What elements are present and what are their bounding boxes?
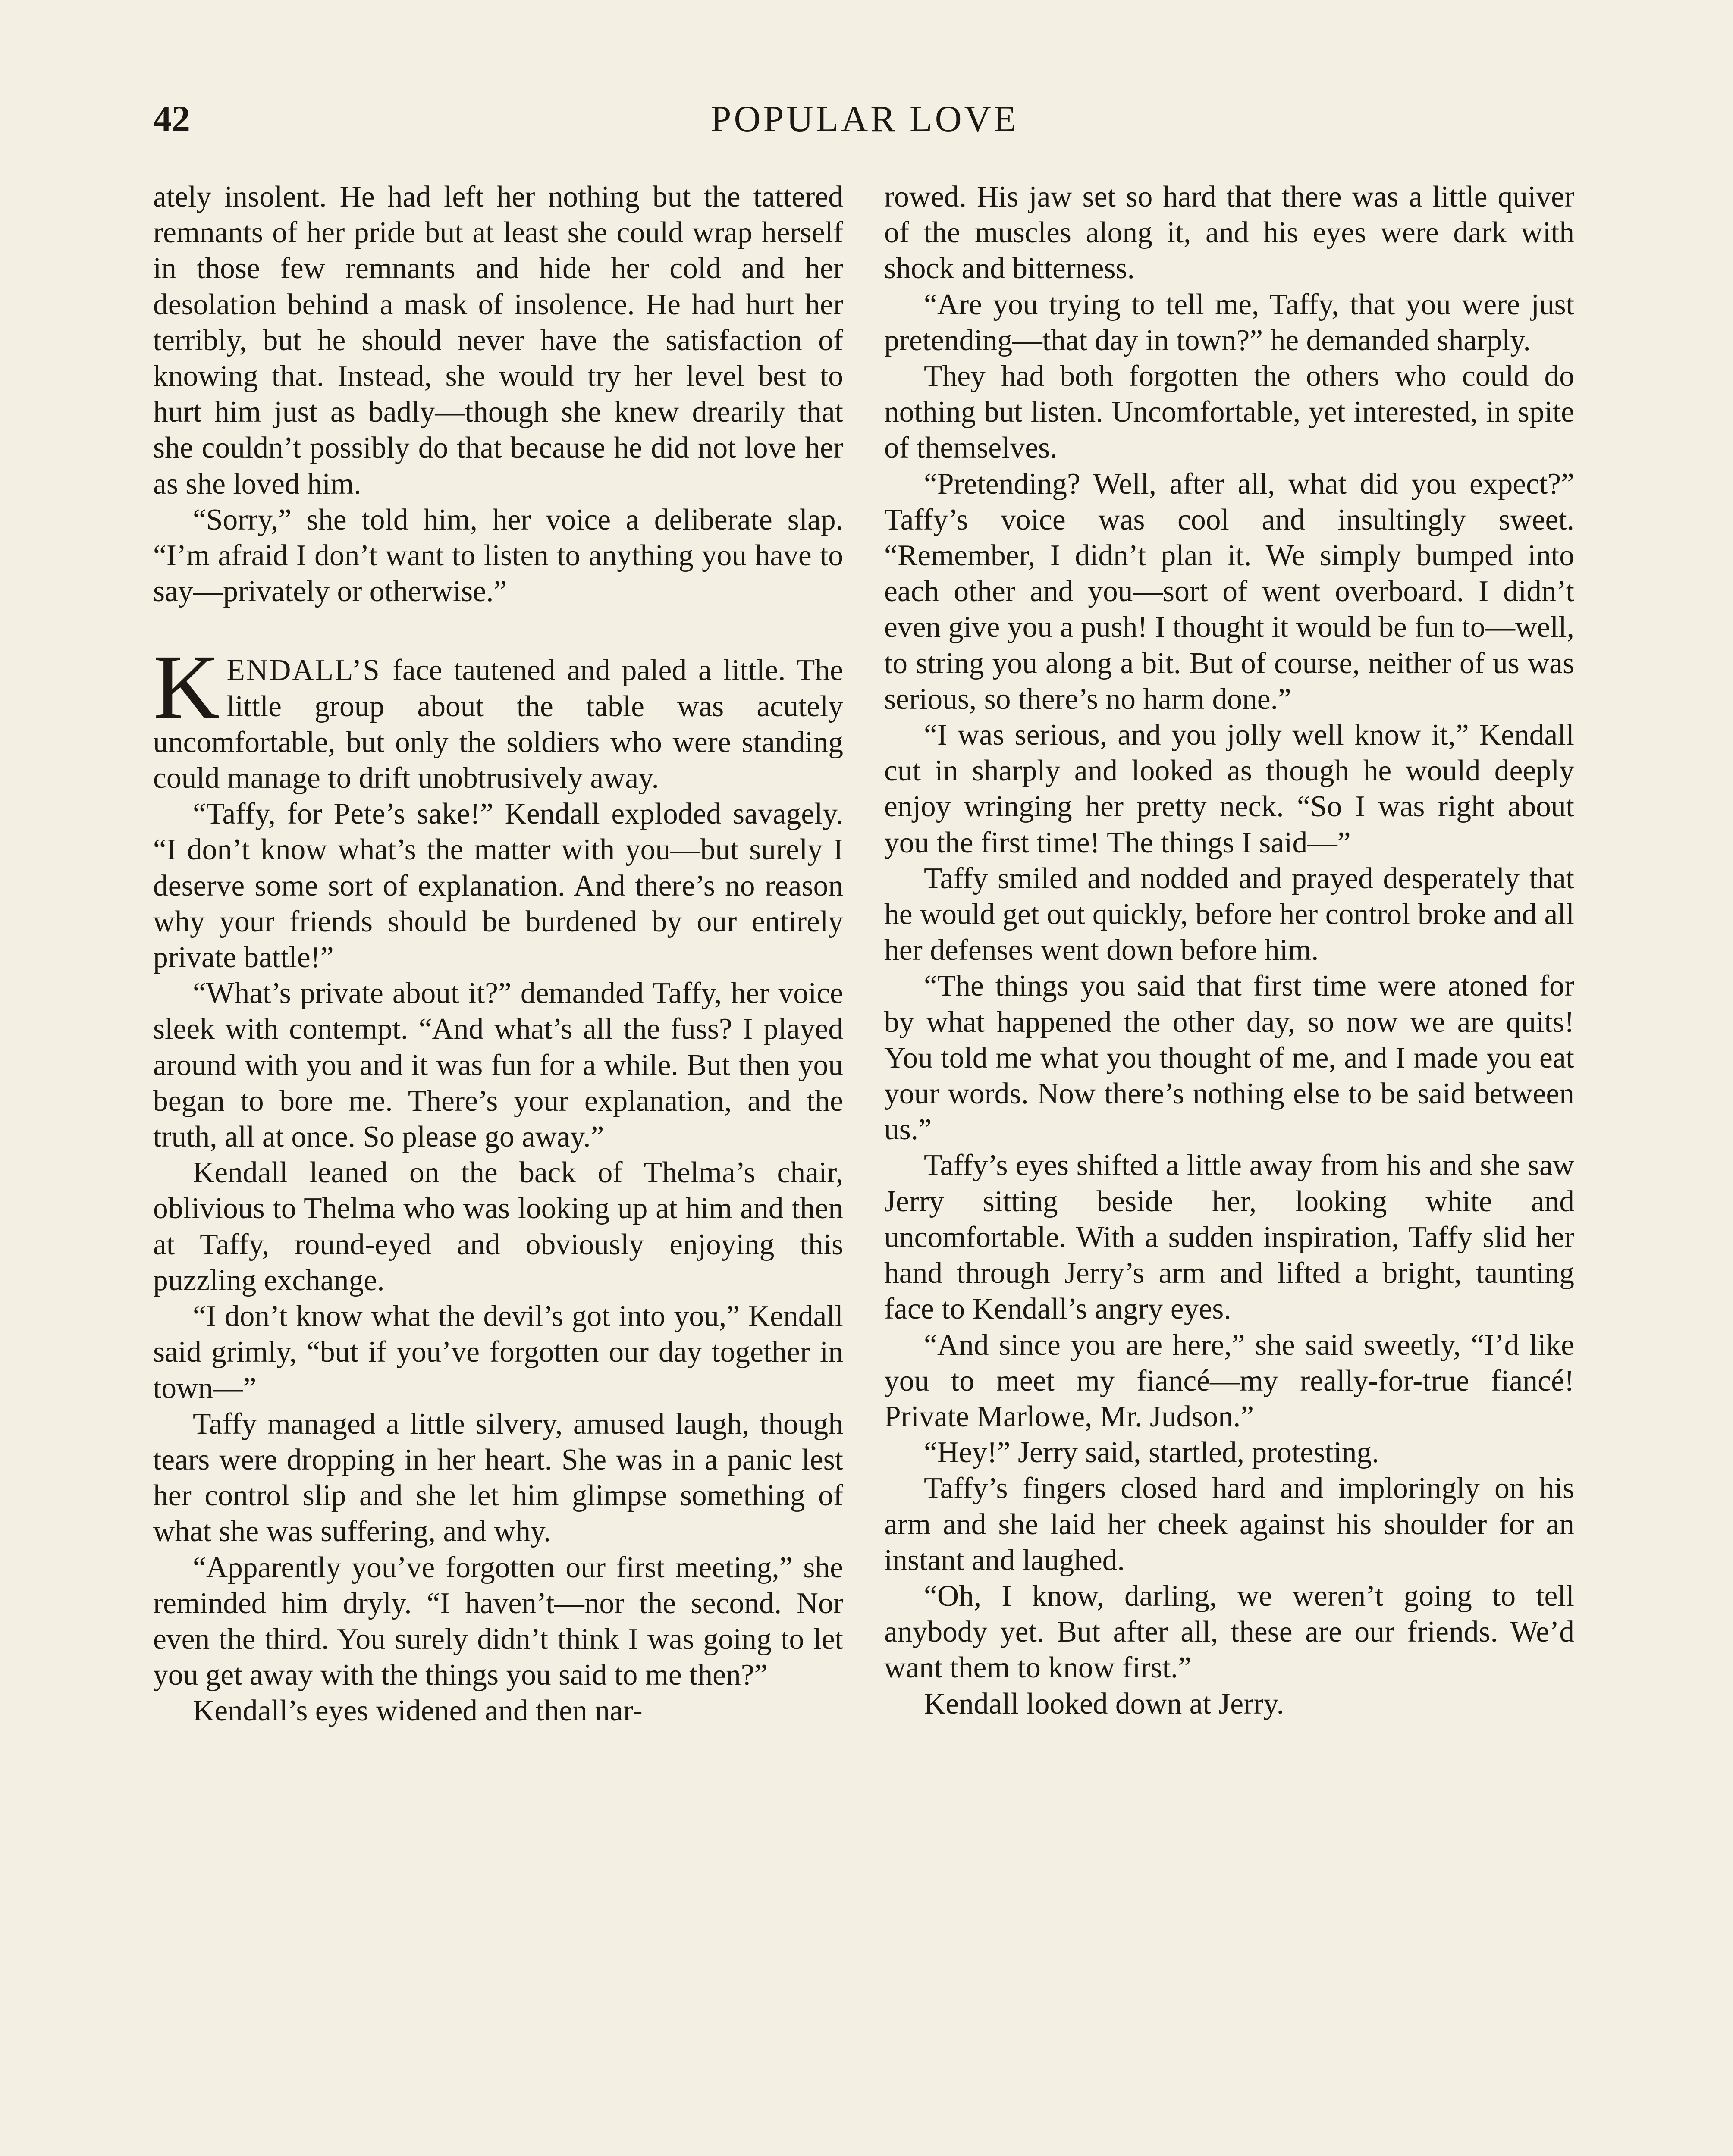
paragraph: Taffy smiled and nodded and prayed desperately that he would get out quickly, before her control broke and all her defenses went down before him. (884, 862, 1574, 967)
paragraph: “Oh, I know, darling, we weren’t going to tell anybody yet. But after all, these are our friends. We’d want them to know first.” (884, 1579, 1574, 1685)
paragraph: Taffy’s fingers closed hard and imploringly on his arm and she laid her cheek against his shoulder for an instant and laughed. (884, 1472, 1574, 1577)
paragraph-text: face tautened and paled a little. The little group about the table was acutely uncomfortable, but only the soldiers who were standing could manage to drift unobtrusively away. (153, 654, 843, 795)
page-header (153, 93, 1576, 144)
paragraph: “What’s private about it?” demanded Taffy, her voice sleek with contempt. “And what’s all the fuss? I played around with you and it was fun for a while. But then you began to bore me. There’s your explanation, and the truth, all at once. So please go away.” (153, 977, 843, 1154)
paragraph: rowed. His jaw set so hard that there was a little quiver of the muscles along it, and his eyes were dark with shock and bitterness. (884, 180, 1574, 285)
paragraph: Kendall looked down at Jerry. (924, 1687, 1284, 1720)
drop-cap: K (153, 636, 220, 739)
paragraph: Kendall leaned on the back of Thelma’s chair, oblivious to Thelma who was looking up at him and then at Taffy, round-eyed and obviously enjoying this puzzling exchange. (153, 1156, 843, 1297)
lead-in-caps: ENDALL’S (226, 654, 381, 687)
paragraph: “And since you are here,” she said sweetly, “I’d like you to meet my fiancé—my really-for-true fiancé! Private Marlowe, Mr. Judson.” (884, 1328, 1574, 1433)
paragraph: “Apparently you’ve forgotten our first meeting,” she reminded him dryly. “I haven’t—nor the second. Nor even the third. You surely didn’t think I was going to let you get away with the things you said to me then?” (153, 1551, 843, 1692)
paragraph: Taffy’s eyes shifted a little away from his and she saw Jerry sitting beside her, looking white and uncomfortable. With a sudden inspiration, Taffy slid her hand through Jerry’s arm and lifted a bright, taunting face to Kendall’s angry eyes. (884, 1149, 1574, 1326)
left-column (153, 179, 843, 1729)
paragraph: ately insolent. He had left her nothing but the tattered remnants of her pride but at least she could wrap herself in those few remnants and hide her cold and her desolation behind a mask of insolence. He had hurt her terribly, but he should never have the satisfaction of knowing that. Instead, she would try her level best to hurt him just as badly—though she knew drearily that she couldn’t possibly do that because he did not love her as she loved him. (153, 180, 843, 501)
paragraph: Taffy managed a little silvery, amused laugh, though tears were dropping in her heart. She was in a panic lest her control slip and she let him glimpse something of what she was suffering, and why. (153, 1407, 843, 1548)
magazine-title: POPULAR LOVE (710, 98, 1019, 139)
paragraph: “The things you said that first time were atoned for by what happened the other day, so now we are quits! You told me what you thought of me, and I made you eat your words. Now there’s nothing else to be said between us.” (884, 969, 1574, 1147)
paragraph: Kendall’s eyes widened and then nar- (193, 1694, 643, 1728)
right-column (884, 179, 1574, 1722)
page-number: 42 (153, 98, 190, 139)
paragraph: “Are you trying to tell me, Taffy, that you were just pretending—that day in town?” he demanded sharply. (884, 288, 1574, 357)
paragraph: “I don’t know what the devil’s got into you,” Kendall said grimly, “but if you’ve forgotten our day together in town—” (153, 1300, 843, 1405)
paragraph: They had both forgotten the others who could do nothing but listen. Uncomfortable, yet interested, in spite of themselves. (884, 360, 1574, 465)
paragraph: “Pretending? Well, after all, what did you expect?” Taffy’s voice was cool and insultingly sweet. “Remember, I didn’t plan it. We simply bumped into each other and you—sort of went overboard. I didn’t even give you a push! I thought it would be fun to—well, to string you along a bit. But of course, neither of us was serious, so there’s no harm done.” (884, 467, 1574, 716)
paragraph: “Hey!” Jerry said, startled, protesting. (924, 1436, 1379, 1470)
paragraph: “Sorry,” she told him, her voice a deliberate slap. “I’m afraid I don’t want to listen to anything you have to say—privately or otherwise.” (153, 503, 843, 608)
section-opening-paragraph (153, 636, 843, 796)
paragraph: “Taffy, for Pete’s sake!” Kendall exploded savagely. “I don’t know what’s the matter with you—but surely I deserve some sort of explanation. And there’s no reason why your friends should be burdened by our entirely private battle!” (153, 797, 843, 975)
paragraph: “I was serious, and you jolly well know it,” Kendall cut in sharply and looked as though he would deeply enjoy wringing her pretty neck. “So I was right about you the first time! The things I said—” (884, 718, 1574, 859)
